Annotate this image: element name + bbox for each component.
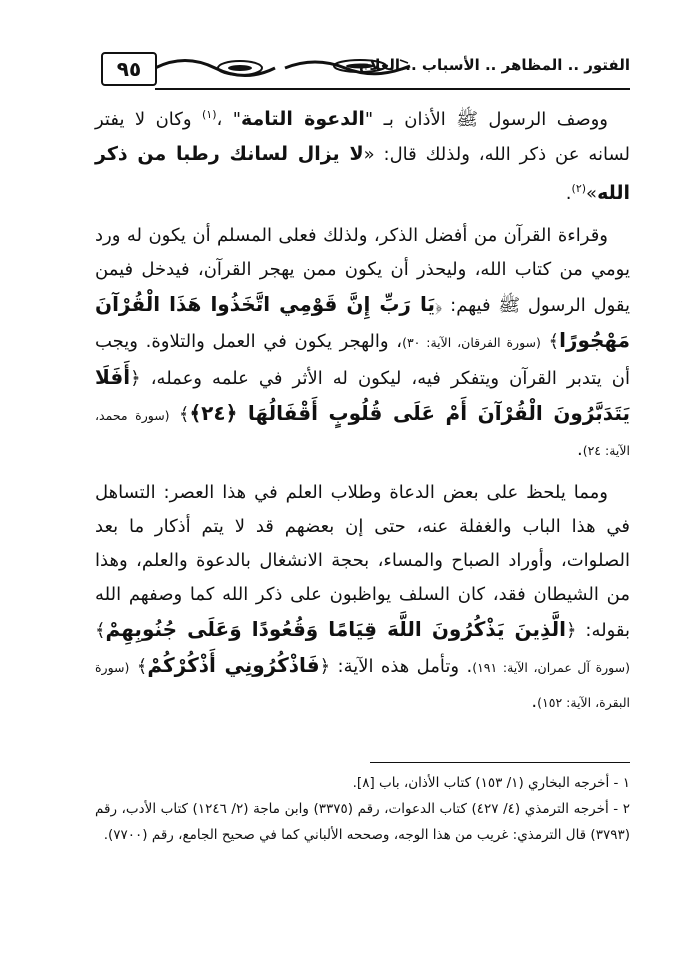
verse-reference: (سورة البقرة، الآية: ١٥٢) xyxy=(95,660,630,710)
header-rule xyxy=(155,88,630,90)
text-run: وكان لا يفتر لسانه عن ذكر الله، ولذلك قال: « xyxy=(95,109,630,165)
paragraph xyxy=(95,98,630,211)
page-header xyxy=(95,50,630,90)
text-run: " ، xyxy=(216,109,242,130)
footnotes xyxy=(95,770,630,848)
quran-verse: الَّذِينَ يَذْكُرُونَ اللَّهَ قِيَامًا وَقُعُودًا وَعَلَى جُنُوبِهِمْ xyxy=(105,617,566,641)
paragraph xyxy=(95,219,630,468)
text-run: ﴾ xyxy=(169,404,190,425)
text-run: . xyxy=(565,183,572,204)
verse-reference: (سورة الفرقان، الآية: ٣٠) xyxy=(402,335,541,350)
text-run: ﴾ xyxy=(95,620,106,641)
text-run: وقراءة القرآن من أفضل الذكر، ولذلك فعلى المسلم أن يكون له ورد يومي من كتاب الله، وليحذر أن يكون ممن يهجر القرآن، فيدخل فيمن يقول الرسول ﷺ فيهم: ﴿ xyxy=(95,225,631,316)
text-run: . xyxy=(531,691,538,712)
quran-verse: أَفَلَا يَتَدَبَّرُونَ الْقُرْآنَ أَمْ عَلَى قُلُوبٍ أَقْفَالُهَا ﴿٢٤﴾ xyxy=(95,365,630,425)
text-run: . وتأمل هذه الآية: ﴿ xyxy=(319,656,473,677)
text-run: ﴾ xyxy=(129,656,148,677)
footnote-marker: (١) xyxy=(201,108,217,121)
text-run: ومما يلحظ على بعض الدعاة وطلاب العلم في هذا العصر: التساهل في هذا الباب والغفلة عنه، حتى إن بعضهم قد لا يتم أذكار ما بعد الصلوات، وأوراد الصباح والمساء، بحجة الانشغال بالدعوة والعلم، وهذا من الشيطان فقد، كان السلف يواظبون على ذكر الله كما وصفهم الله بقوله: ﴿ xyxy=(95,482,630,641)
text-run: ﴾ xyxy=(540,331,560,352)
hadith-quote: لا يزال لسانك رطبا من ذكر الله xyxy=(95,143,630,204)
main-text xyxy=(95,98,630,720)
verse-reference: (سورة محمد، الآية: ٢٤) xyxy=(95,408,630,458)
text-run: . xyxy=(576,439,583,460)
bold-phrase: الدعوة التامة xyxy=(241,108,365,130)
quran-verse: يَا رَبِّ إِنَّ قَوْمِي اتَّخَذُوا هَذَا الْقُرْآنَ مَهْجُورًا xyxy=(95,292,630,352)
footnote: ١ - أخرجه البخاري (١/ ١٥٣) كتاب الأذان، باب [٨]. xyxy=(352,775,630,791)
footnote-marker: (٢) xyxy=(571,182,587,195)
text-run: ، والهجر يكون في العمل والتلاوة. ويجب أن يتدبر القرآن ويتفكر فيه، ليكون له الأثر في علمه وعمله، ﴿ xyxy=(95,331,630,389)
footnote-separator xyxy=(370,762,630,763)
quran-verse: فَاذْكُرُونِي أَذْكُرْكُمْ xyxy=(147,653,320,677)
running-title: الفتور .. المظاهر .. الأسباب .. العلاج xyxy=(358,56,630,74)
footnote: ٢ - أخرجه الترمذي (٤/ ٤٢٧) كتاب الدعوات، رقم (٣٣٧٥) وابن ماجة (٢/ ١٢٤٦) كتاب الأدب، رقم (٣٧٩٣) قال الترمذي: غريب من هذا الوجه، وصححه الألباني كما في صحيح الجامع، رقم (٧٧٠٠). xyxy=(95,801,631,843)
text-run: » xyxy=(586,183,598,204)
verse-reference: (سورة آل عمران، الآية: ١٩١) xyxy=(472,660,630,675)
text-run: ووصف الرسول ﷺ الأذان بـ " xyxy=(364,109,608,130)
page-number: ٩٥ xyxy=(101,52,157,86)
paragraph xyxy=(95,476,630,720)
